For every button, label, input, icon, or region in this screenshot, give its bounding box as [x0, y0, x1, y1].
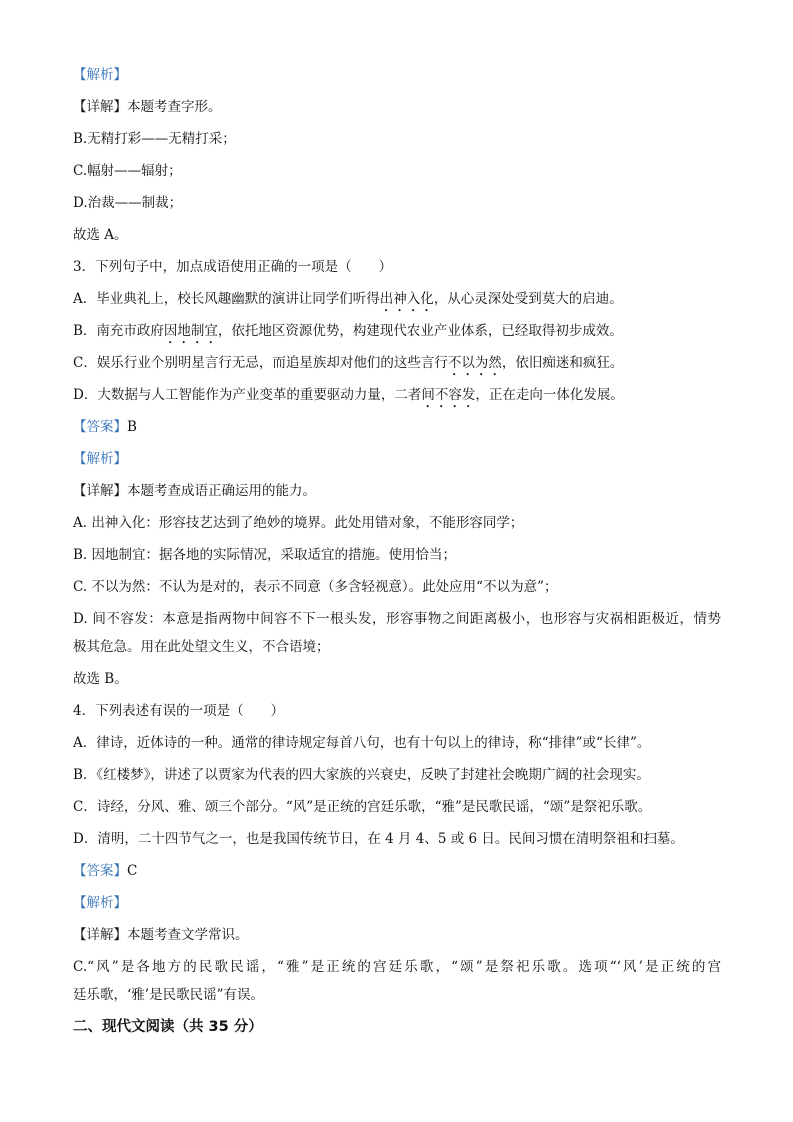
option-text: ，依托地区资源优势，构建现代农业产业体系，已经取得初步成效。 — [217, 323, 623, 339]
answer-value: B — [127, 419, 137, 435]
option-text: D．大数据与人工智能作为产业变革的重要驱动力量，二者 — [73, 387, 422, 403]
q4-option-c: C．诗经，分风、雅、颂三个部分。“风”是正统的宫廷乐歌，“雅”是民歌民谣，“颂”是祭祀乐歌。 — [73, 799, 652, 815]
q3-option-a — [73, 290, 623, 315]
q3-option-b — [73, 322, 623, 347]
q4-option-b: B．《红楼梦》，讲述了以贾家为代表的四大家族的兴衰史，反映了封建社会晚期广阔的社会现实。 — [73, 767, 650, 783]
answer-3 — [73, 418, 137, 436]
answer-line-c: C.幅射——辐射； — [73, 163, 182, 179]
dotted-idiom: 间不容发 — [421, 387, 476, 403]
analysis-tag: 【解析】 — [73, 895, 127, 911]
question-4: 4．下列表述有误的一项是（ ） — [73, 703, 285, 719]
answer-tag: 【答案】 — [73, 419, 127, 435]
answer-line-d: D.治裁——制裁； — [73, 195, 183, 211]
explain-c: C. 不以为然：不认为是对的，表示不同意（多含轻视意）。此处应用“不以为意”； — [73, 579, 558, 595]
option-text: A．毕业典礼上，校长风趣幽默的演讲让同学们听得 — [73, 291, 380, 307]
q4-option-a: A．律诗，近体诗的一种。通常的律诗规定每首八句，也有十句以上的律诗，称“排律”或“长律”。 — [73, 735, 651, 751]
choice-line: 故选 A。 — [73, 227, 128, 243]
detail-line: 【详解】本题考查文学常识。 — [73, 927, 249, 943]
detail-line: 【详解】本题考查成语正确运用的能力。 — [73, 483, 316, 499]
explain-c-cont: 廷乐歌，‘雅’是民歌民谣”有误。 — [73, 987, 264, 1003]
section-heading: 二、现代文阅读（共 35 分） — [73, 1019, 263, 1035]
q4-option-d: D．清明，二十四节气之一，也是我国传统节日，在 4 月 4、5 或 6 日。民间习惯在清明祭祖和扫墓。 — [73, 831, 684, 847]
option-text: ，正在走向一体化发展。 — [475, 387, 624, 403]
q3-option-c — [73, 354, 623, 379]
explain-d: D. 间不容发：本意是指两物中间容不下一根头发，形容事物之间距离极小，也形容与灾祸相距极近，情势 — [73, 611, 721, 627]
dotted-idiom: 不以为然 — [447, 355, 502, 371]
explain-b: B. 因地制宜：据各地的实际情况，采取适宜的措施。使用恰当； — [73, 547, 457, 563]
answer-tag: 【答案】 — [73, 863, 127, 879]
answer-line-b: B.无精打彩——无精打采； — [73, 131, 236, 147]
detail-line: 【详解】本题考查字形。 — [73, 99, 222, 115]
dotted-idiom: 因地制宜 — [163, 323, 218, 339]
option-text: B．南充市政府 — [73, 323, 164, 339]
option-text: ，从心灵深处受到莫大的启迪。 — [433, 291, 623, 307]
explain-c: C.“风”是各地方的民歌民谣，“雅”是正统的宫廷乐歌，“颂”是祭祀乐歌。选项“‘风’是正统的宫 — [73, 959, 721, 975]
dotted-idiom: 出神入化 — [379, 291, 434, 307]
choice-line: 故选 B。 — [73, 671, 128, 687]
explain-a: A. 出神入化：形容技艺达到了绝妙的境界。此处用错对象，不能形容同学； — [73, 515, 524, 531]
option-text: C．娱乐行业个别明星言行无忌，而追星族却对他们的这些言行 — [73, 355, 448, 371]
explain-d-cont: 极其危急。用在此处望文生义，不合语境； — [73, 639, 330, 655]
option-text: ，依旧痴迷和疯狂。 — [501, 355, 624, 371]
analysis-tag: 【解析】 — [73, 451, 127, 467]
question-3: 3．下列句子中，加点成语使用正确的一项是（ ） — [73, 259, 393, 275]
analysis-tag: 【解析】 — [73, 67, 127, 83]
answer-value: C — [127, 863, 138, 879]
answer-4 — [73, 862, 137, 880]
q3-option-d — [73, 386, 624, 411]
